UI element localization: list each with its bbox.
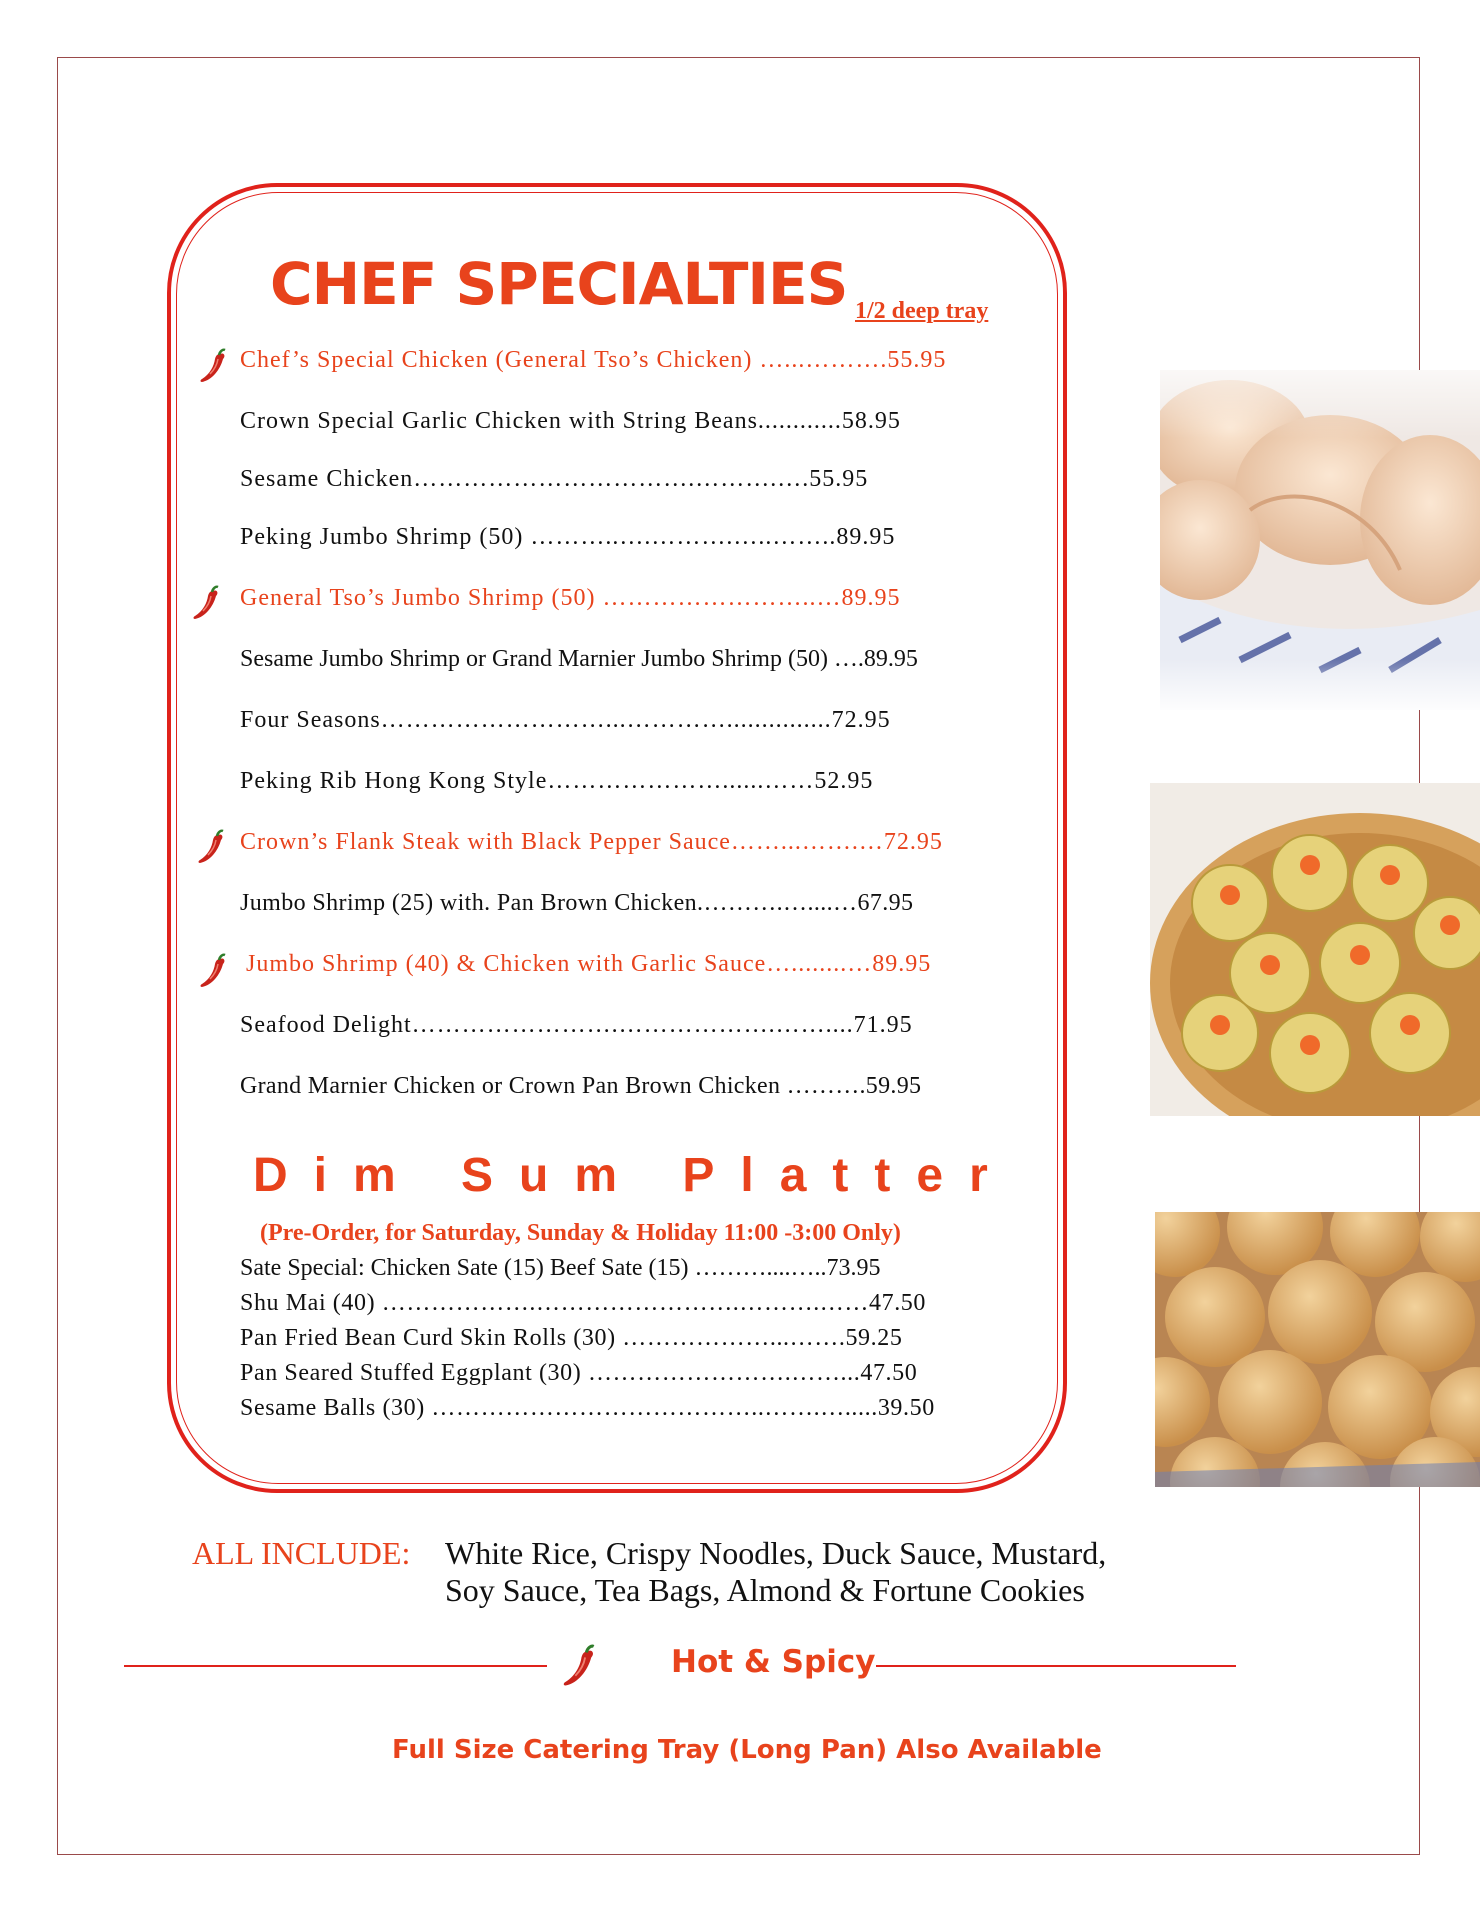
dim-sum-item: Pan Seared Stuffed Eggplant (30) …………………….……...47.50 xyxy=(240,1360,918,1386)
includes-line-1: White Rice, Crispy Noodles, Duck Sauce, Mustard, xyxy=(445,1535,1107,1571)
dim-sum-title: Dim Sum Platter xyxy=(253,1149,1014,1202)
chili-pepper-icon xyxy=(560,1644,598,1688)
sesame-balls-photo xyxy=(1155,1212,1480,1487)
menu-item: Sesame Jumbo Shrimp or Grand Marnier Jumbo Shrimp (50) ….89.95 xyxy=(240,646,918,672)
dim-sum-item: Shu Mai (40) ……………….…………………….……….……47.50 xyxy=(240,1290,926,1316)
menu-item: Jumbo Shrimp (25) with. Pan Brown Chicken.……….…....…67.95 xyxy=(240,890,914,916)
menu-item: Grand Marnier Chicken or Crown Pan Brown Chicken ……….59.95 xyxy=(240,1073,922,1099)
menu-item: General Tso’s Jumbo Shrimp (50) ……………………..…89.95 xyxy=(240,585,901,611)
menu-item: Crown’s Flank Steak with Black Pepper Sauce……...…….…72.95 xyxy=(240,829,943,855)
legend-divider-right xyxy=(876,1665,1236,1667)
hot-spicy-legend: Hot & Spicy xyxy=(671,1644,876,1680)
footer-note: Full Size Catering Tray (Long Pan) Also Available xyxy=(392,1735,1102,1765)
dim-sum-subtitle: (Pre-Order, for Saturday, Sunday & Holiday 11:00 -3:00 Only) xyxy=(260,1220,901,1246)
menu-item: Seafood Delight…………………….……………….……....71.95 xyxy=(240,1012,913,1038)
menu-item: Chef’s Special Chicken (General Tso’s Chicken) …...……….55.95 xyxy=(240,347,947,373)
page-title: CHEF SPECIALTIES xyxy=(270,250,848,318)
dim-sum-item: Pan Fried Bean Curd Skin Rolls (30) ………………...…….59.25 xyxy=(240,1325,903,1351)
dumplings-photo xyxy=(1160,370,1480,710)
chili-pepper-icon xyxy=(191,585,221,621)
includes-line-2: Soy Sauce, Tea Bags, Almond & Fortune Cookies xyxy=(445,1572,1085,1608)
menu-item: Four Seasons………………………...…………...............72.95 xyxy=(240,707,891,733)
legend-divider-left xyxy=(124,1665,547,1667)
menu-item: Sesame Chicken…………………………….……….….55.95 xyxy=(240,466,869,492)
shu-mai-photo xyxy=(1150,783,1480,1116)
dim-sum-item: Sesame Balls (30) …………………………………..…….….....39.50 xyxy=(240,1395,935,1421)
menu-item: Crown Special Garlic Chicken with String Beans............58.95 xyxy=(240,408,901,434)
menu-item: Jumbo Shrimp (40) & Chicken with Garlic Sauce…........…89.95 xyxy=(246,951,932,977)
dim-sum-item: Sate Special: Chicken Sate (15) Beef Sate (15) ………....…..73.95 xyxy=(240,1255,881,1281)
chili-pepper-icon xyxy=(198,953,228,989)
chili-pepper-icon xyxy=(198,348,228,384)
menu-item: Peking Jumbo Shrimp (50) ………..….……….…..……..89.95 xyxy=(240,524,896,550)
tray-size-label: 1/2 deep tray xyxy=(855,298,989,324)
menu-item: Peking Rib Hong Kong Style…………………......……52.95 xyxy=(240,768,874,794)
chili-pepper-icon xyxy=(196,829,226,865)
includes-label: ALL INCLUDE: xyxy=(192,1535,411,1571)
